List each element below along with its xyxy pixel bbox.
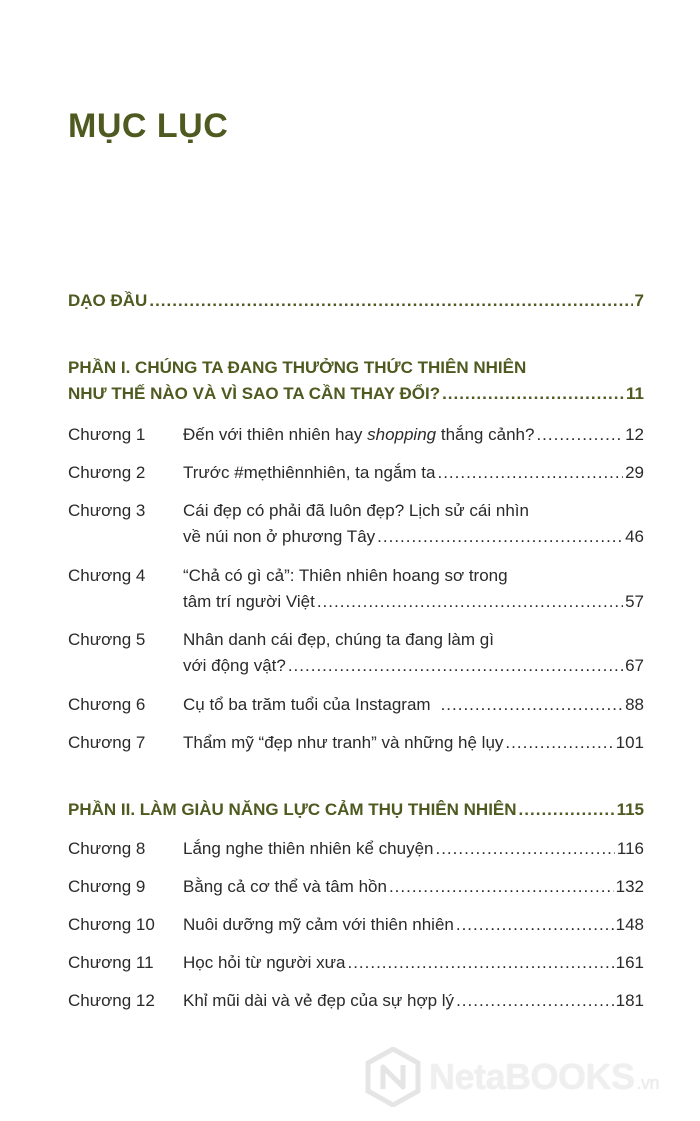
dot-leader (456, 988, 614, 1014)
chapter-title-line1: “Chả có gì cả”: Thiên nhiên hoang sơ trong (183, 566, 508, 585)
chapter-title: Khỉ mũi dài và vẻ đẹp của sự hợp lý (183, 991, 455, 1010)
dot-leader (505, 730, 613, 756)
toc-entry-chapter[interactable] (68, 422, 644, 448)
chapter-page: 12 (625, 425, 644, 444)
part1-page: 11 (626, 384, 644, 403)
chapter-title-line1: Nhân danh cái đẹp, chúng ta đang làm gì (183, 630, 494, 649)
chapter-label: Chương 5 (68, 630, 146, 649)
chapter-title-line2: về núi non ở phương Tây (183, 527, 376, 546)
chapter-page: 46 (625, 527, 644, 546)
dot-leader (389, 874, 614, 900)
dot-leader (536, 422, 623, 448)
toc-entry-chapter[interactable] (68, 730, 644, 756)
netabooks-logo-icon (365, 1047, 421, 1107)
chapter-title: Lắng nghe thiên nhiên kể chuyện (183, 839, 434, 858)
chapter-title: Cụ tổ ba trăm tuổi của Instagram (183, 695, 431, 714)
chapter-label: Chương 2 (68, 463, 146, 482)
toc-entry-chapter[interactable] (68, 988, 644, 1014)
chapter-label: Chương 4 (68, 566, 146, 585)
chapter-label: Chương 12 (68, 991, 155, 1010)
chapter-page: 132 (615, 877, 644, 896)
toc-entry-chapter[interactable] (68, 627, 644, 679)
dot-leader (437, 460, 623, 486)
chapter-title: Bằng cả cơ thể và tâm hồn (183, 877, 387, 896)
chapter-label: Chương 10 (68, 915, 155, 934)
part1-title-line2: NHƯ THẾ NÀO VÀ VÌ SAO TA CẦN THAY ĐỔI? (68, 384, 441, 403)
chapter-page: 67 (625, 656, 644, 675)
chapter-title-line2: với động vật? (183, 656, 286, 675)
chapter-title-line1: Cái đẹp có phải đã luôn đẹp? Lịch sử cái nhìn (183, 501, 529, 520)
toc-entry-chapter[interactable] (68, 912, 644, 938)
chapter-title: Đến với thiên nhiên hay shopping thắng cảnh? (183, 425, 535, 444)
chapter-page: 88 (625, 695, 644, 714)
toc-entry-prelude[interactable] (68, 288, 644, 314)
watermark-text: NetaBOOKS .vn (429, 1056, 660, 1097)
dot-leader (441, 692, 624, 718)
dot-leader (435, 836, 614, 862)
dot-leader (347, 950, 613, 976)
toc-entry-part1[interactable] (68, 355, 644, 407)
chapter-page: 161 (615, 953, 644, 972)
toc-entry-chapter[interactable] (68, 692, 644, 718)
watermark (365, 1045, 685, 1109)
chapter-label: Chương 8 (68, 839, 146, 858)
chapter-label: Chương 3 (68, 501, 146, 520)
toc-entry-chapter[interactable] (68, 563, 644, 615)
prelude-label: DẠO ĐẦU (68, 291, 148, 310)
chapter-page: 57 (625, 592, 644, 611)
part2-title: PHẦN II. LÀM GIÀU NĂNG LỰC CẢM THỤ THIÊN NHIÊN (68, 800, 517, 819)
chapter-page: 29 (625, 463, 644, 482)
dot-leader (442, 381, 624, 407)
toc-entry-chapter[interactable] (68, 874, 644, 900)
chapter-label: Chương 11 (68, 953, 154, 972)
chapter-title: Học hỏi từ người xưa (183, 953, 346, 972)
dot-leader (288, 653, 623, 679)
toc-entry-part2[interactable] (68, 797, 644, 823)
part2-page: 115 (616, 800, 644, 819)
dot-leader (456, 912, 614, 938)
chapter-title-line2: tâm trí người Việt (183, 592, 315, 611)
chapter-title: Nuôi dưỡng mỹ cảm với thiên nhiên (183, 915, 454, 934)
chapter-title: Thẩm mỹ “đẹp như tranh” và những hệ lụy (183, 733, 504, 752)
page-title: MỤC LỤC (68, 107, 229, 145)
chapter-page: 148 (615, 915, 644, 934)
chapter-page: 101 (615, 733, 644, 752)
toc-entry-chapter[interactable] (68, 460, 644, 486)
dot-leader (377, 524, 623, 550)
chapter-label: Chương 6 (68, 695, 146, 714)
chapter-page: 116 (616, 839, 644, 858)
dot-leader (317, 589, 623, 615)
chapter-label: Chương 1 (68, 425, 146, 444)
prelude-page: 7 (634, 291, 644, 310)
part1-title-line1: PHẦN I. CHÚNG TA ĐANG THƯỞNG THỨC THIÊN NHIÊN (68, 358, 527, 377)
toc-entry-chapter[interactable] (68, 498, 644, 550)
chapter-label: Chương 7 (68, 733, 146, 752)
chapter-label: Chương 9 (68, 877, 146, 896)
chapter-page: 181 (615, 991, 644, 1010)
chapter-title: Trước #mẹthiênnhiên, ta ngắm ta (183, 463, 436, 482)
dot-leader (149, 288, 632, 314)
toc-entry-chapter[interactable] (68, 950, 644, 976)
dot-leader (519, 797, 615, 823)
toc-entry-chapter[interactable] (68, 836, 644, 862)
